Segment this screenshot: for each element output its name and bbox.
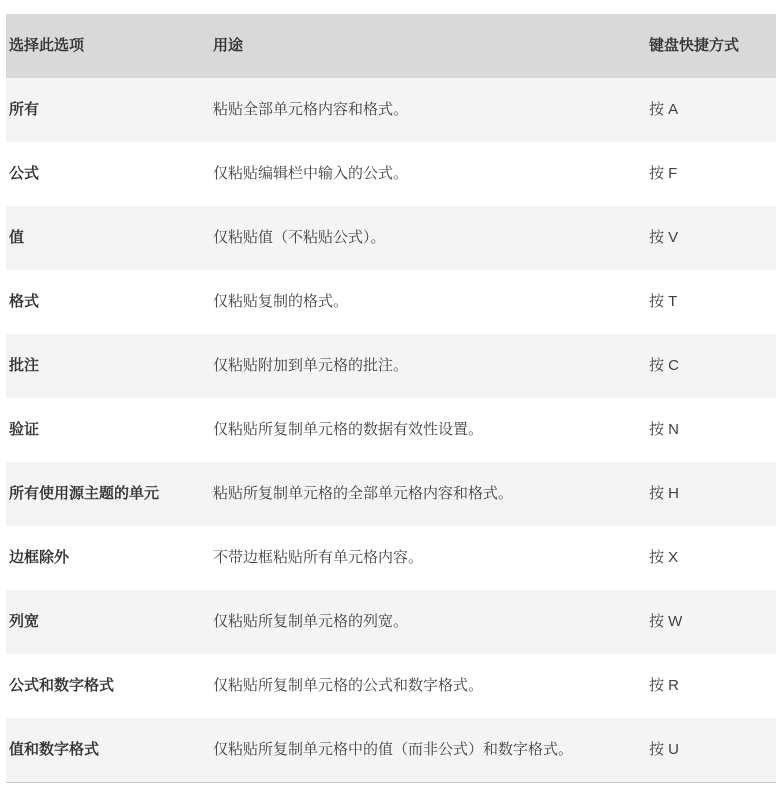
shortcut-cell: 按 H bbox=[646, 462, 776, 526]
shortcut-cell: 按 T bbox=[646, 270, 776, 334]
table-row bbox=[6, 142, 776, 206]
table-row bbox=[6, 718, 776, 783]
purpose-cell: 仅粘贴附加到单元格的批注。 bbox=[210, 334, 646, 398]
purpose-cell: 仅粘贴所复制单元格中的值（而非公式）和数字格式。 bbox=[210, 718, 646, 783]
shortcut-cell: 按 V bbox=[646, 206, 776, 270]
purpose-cell: 仅粘贴所复制单元格的公式和数字格式。 bbox=[210, 654, 646, 718]
purpose-cell: 仅粘贴值（不粘贴公式）。 bbox=[210, 206, 646, 270]
column-header-purpose: 用途 bbox=[210, 14, 646, 78]
purpose-cell: 仅粘贴所复制单元格的数据有效性设置。 bbox=[210, 398, 646, 462]
table-row bbox=[6, 526, 776, 590]
shortcut-cell: 按 F bbox=[646, 142, 776, 206]
option-cell: 公式和数字格式 bbox=[6, 654, 210, 718]
option-cell: 格式 bbox=[6, 270, 210, 334]
column-header-option: 选择此选项 bbox=[6, 14, 210, 78]
purpose-cell: 仅粘贴复制的格式。 bbox=[210, 270, 646, 334]
table-row bbox=[6, 206, 776, 270]
table-row bbox=[6, 334, 776, 398]
table-row bbox=[6, 654, 776, 718]
purpose-cell: 仅粘贴所复制单元格的列宽。 bbox=[210, 590, 646, 654]
purpose-cell: 粘贴所复制单元格的全部单元格内容和格式。 bbox=[210, 462, 646, 526]
option-cell: 边框除外 bbox=[6, 526, 210, 590]
table-row bbox=[6, 78, 776, 142]
table-row bbox=[6, 270, 776, 334]
option-cell: 值 bbox=[6, 206, 210, 270]
option-cell: 批注 bbox=[6, 334, 210, 398]
column-header-shortcut: 键盘快捷方式 bbox=[646, 14, 776, 78]
purpose-cell: 不带边框粘贴所有单元格内容。 bbox=[210, 526, 646, 590]
table-row bbox=[6, 398, 776, 462]
option-cell: 所有 bbox=[6, 78, 210, 142]
paste-options-table bbox=[6, 14, 776, 783]
shortcut-cell: 按 W bbox=[646, 590, 776, 654]
table-row bbox=[6, 462, 776, 526]
purpose-cell: 粘贴全部单元格内容和格式。 bbox=[210, 78, 646, 142]
option-cell: 公式 bbox=[6, 142, 210, 206]
option-cell: 验证 bbox=[6, 398, 210, 462]
option-cell: 值和数字格式 bbox=[6, 718, 210, 783]
shortcut-cell: 按 A bbox=[646, 78, 776, 142]
shortcut-cell: 按 U bbox=[646, 718, 776, 783]
option-cell: 所有使用源主题的单元 bbox=[6, 462, 210, 526]
purpose-cell: 仅粘贴编辑栏中输入的公式。 bbox=[210, 142, 646, 206]
option-cell: 列宽 bbox=[6, 590, 210, 654]
shortcut-cell: 按 R bbox=[646, 654, 776, 718]
shortcut-cell: 按 C bbox=[646, 334, 776, 398]
shortcut-cell: 按 N bbox=[646, 398, 776, 462]
header-row bbox=[6, 14, 776, 78]
shortcut-cell: 按 X bbox=[646, 526, 776, 590]
table-row bbox=[6, 590, 776, 654]
